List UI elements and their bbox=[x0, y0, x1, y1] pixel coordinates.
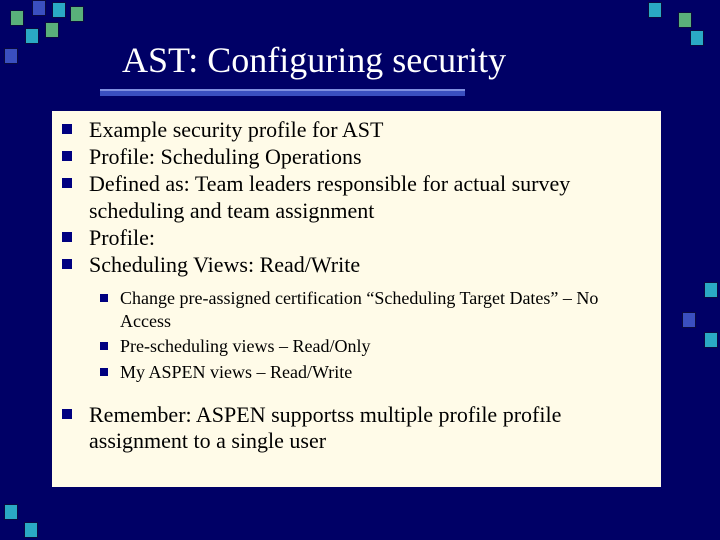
sub-bullet-marker bbox=[100, 294, 108, 302]
content-panel bbox=[52, 111, 661, 487]
bullet-marker bbox=[62, 259, 72, 269]
bullet-text: Defined as: Team leaders responsible for actual survey bbox=[89, 171, 571, 196]
sub-bullet-text: My ASPEN views – Read/Write bbox=[120, 362, 353, 382]
sub-bullet-text: Pre-scheduling views – Read/Only bbox=[120, 336, 371, 356]
decor-square bbox=[70, 6, 84, 22]
decor-square bbox=[45, 22, 59, 38]
slide-title: AST: Configuring security bbox=[122, 40, 507, 80]
bullet-text: Remember: ASPEN supportss multiple profile profile bbox=[89, 402, 562, 427]
decor-square bbox=[25, 28, 39, 44]
bullet-text: Scheduling Views: Read/Write bbox=[89, 252, 361, 277]
sub-bullet-marker bbox=[100, 342, 108, 350]
decor-square bbox=[10, 10, 24, 26]
sub-bullet-text-continuation: Access bbox=[120, 311, 171, 331]
decor-square bbox=[648, 2, 662, 18]
bullet-text-continuation: scheduling and team assignment bbox=[89, 198, 375, 223]
decor-square bbox=[678, 12, 692, 28]
sub-bullet-text: Change pre-assigned certification “Scheduling Target Dates” – No bbox=[120, 288, 599, 308]
decor-square bbox=[682, 312, 696, 328]
bullet-marker bbox=[62, 232, 72, 242]
bullet-text: Example security profile for AST bbox=[89, 117, 384, 142]
decor-square bbox=[4, 504, 18, 520]
bullet-marker bbox=[62, 124, 72, 134]
decor-square bbox=[52, 2, 66, 18]
bullet-text: Profile: Scheduling Operations bbox=[89, 144, 362, 169]
bullet-text: Profile: bbox=[89, 225, 155, 250]
bullet-marker bbox=[62, 178, 72, 188]
decor-square bbox=[704, 282, 718, 298]
decor-square bbox=[704, 332, 718, 348]
decor-square bbox=[24, 522, 38, 538]
bullet-marker bbox=[62, 409, 72, 419]
decor-square bbox=[690, 30, 704, 46]
sub-bullet-marker bbox=[100, 368, 108, 376]
title-underline bbox=[100, 91, 465, 96]
bullet-text-continuation: assignment to a single user bbox=[89, 428, 327, 453]
bullet-marker bbox=[62, 151, 72, 161]
decor-square bbox=[4, 48, 18, 64]
decor-square bbox=[32, 0, 46, 16]
